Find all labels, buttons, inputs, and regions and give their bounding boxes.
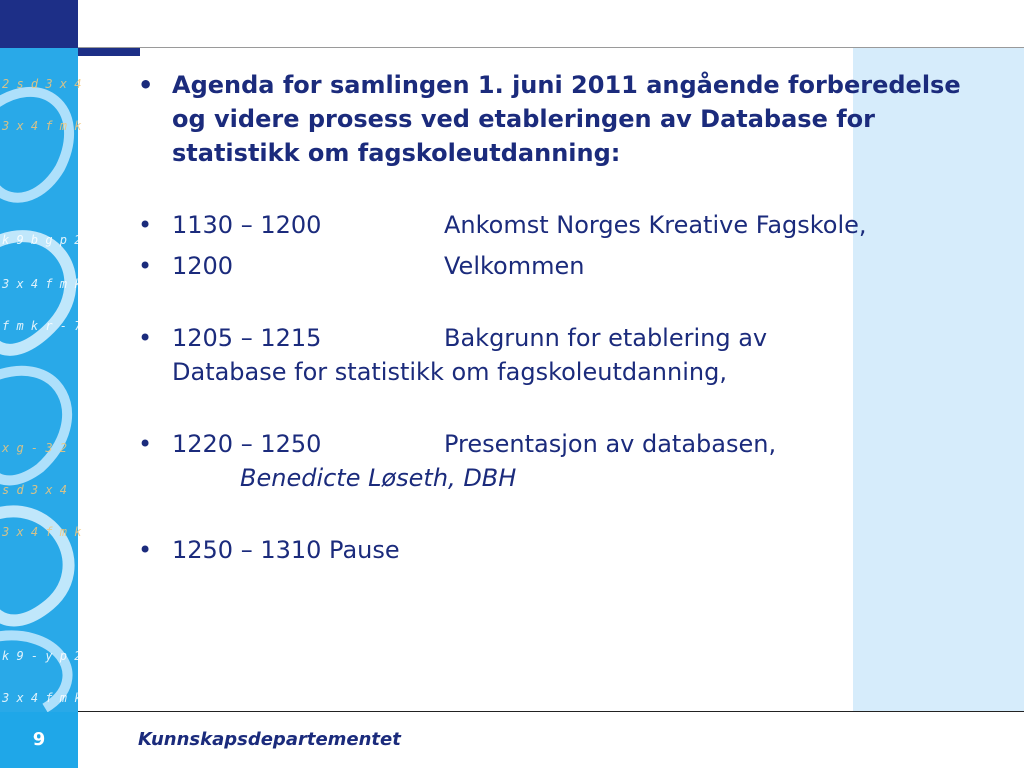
bullet-icon: • — [138, 536, 153, 564]
agenda-time: 1205 – 1215 — [172, 324, 322, 352]
agenda-text: Bakgrunn for etablering av — [444, 324, 768, 352]
watermark-text: 3 x 4 f m k — [2, 525, 82, 539]
agenda-item — [138, 208, 968, 242]
bullet-icon: • — [138, 430, 153, 458]
agenda-heading-text: Agenda for samlingen 1. juni 2011 angående forberedelse og videre prosess ved etableringen av Database for statistikk om fagskoleutdanning: — [172, 71, 961, 167]
agenda-content — [138, 68, 968, 567]
sidebar-wave-art — [0, 48, 96, 712]
agenda-item — [138, 321, 968, 389]
agenda-text: Ankomst Norges Kreative Fagskole, — [444, 211, 867, 239]
agenda-heading — [138, 68, 968, 170]
bullet-icon: • — [138, 71, 154, 99]
watermark-text: k 9 - y p 2 — [2, 649, 82, 663]
agenda-item — [138, 533, 968, 567]
decorative-sidebar — [0, 0, 96, 768]
sidebar-top-block — [0, 0, 78, 48]
agenda-time: 1220 – 1250 — [172, 430, 322, 458]
watermark-text: f m k r - 7 y — [2, 319, 96, 333]
agenda-line: 1250 – 1310 Pause — [172, 536, 400, 564]
agenda-item — [138, 249, 968, 283]
agenda-presenter: Benedicte Løseth, DBH — [240, 464, 517, 492]
top-divider — [78, 47, 1024, 48]
watermark-text: s d 3 x 4 — [2, 483, 68, 497]
watermark-text: 3 x 4 f m k — [2, 691, 82, 705]
bullet-icon: • — [138, 324, 153, 352]
agenda-time: 1200 — [172, 252, 234, 280]
agenda-item — [138, 427, 968, 495]
agenda-time: 1130 – 1200 — [172, 211, 322, 239]
watermark-text: x g - 3 2 — [2, 441, 68, 455]
watermark-text: 3 x 4 f m k — [2, 119, 82, 133]
bottom-divider — [78, 711, 1024, 712]
watermark-text: 2 s d 3 x 4 — [2, 77, 82, 91]
slide-number-block — [0, 712, 78, 768]
bullet-icon: • — [138, 252, 153, 280]
footer-ministry-name: Kunnskapsdepartementet — [138, 729, 401, 750]
bullet-icon: • — [138, 211, 153, 239]
agenda-text: Presentasjon av databasen, — [444, 430, 777, 458]
watermark-text: k 9 b g p 2 — [2, 233, 82, 247]
agenda-text: Velkommen — [444, 252, 585, 280]
slide-number: 9 — [32, 729, 46, 750]
agenda-text-continued: Database for statistikk om fagskoleutdanning, — [172, 358, 727, 386]
watermark-text: 3 x 4 f m k — [2, 277, 82, 291]
top-accent-bar — [78, 48, 140, 56]
